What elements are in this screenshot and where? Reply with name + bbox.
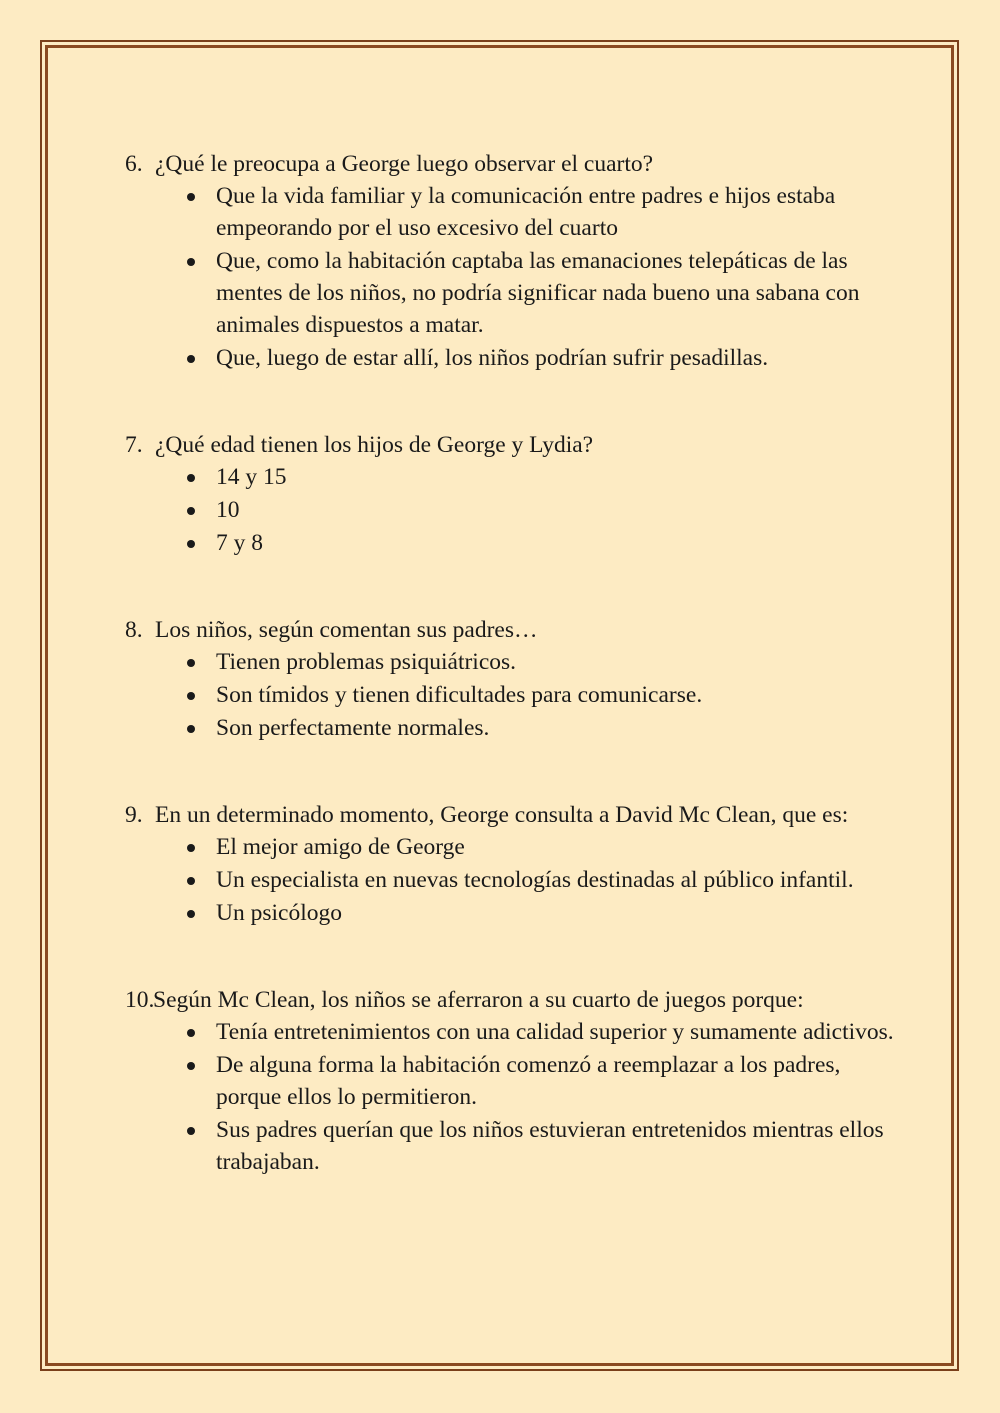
- bullet-icon: [187, 474, 195, 482]
- question-number: 9.: [125, 802, 143, 828]
- option-text: 10: [216, 497, 240, 523]
- bullet-icon: [187, 692, 195, 700]
- question-8-head: [125, 614, 905, 646]
- question-10: [125, 984, 905, 1178]
- bullet-icon: [187, 877, 195, 885]
- option-text: Que la vida familiar y la comunicación entre padres e hijos estaba empeorando por el uso excesivo del cuarto: [216, 183, 836, 241]
- question-6: [125, 148, 905, 374]
- option-item: [125, 897, 905, 929]
- question-list: [125, 148, 905, 1179]
- question-7-head: [125, 429, 905, 461]
- option-text: Que, luego de estar allí, los niños podrían sufrir pesadillas.: [216, 345, 769, 371]
- question-text: En un determinado momento, George consulta a David Mc Clean, que es:: [155, 802, 849, 828]
- bullet-icon: [187, 725, 195, 733]
- option-item: [125, 1114, 905, 1178]
- bullet-icon: [187, 193, 195, 201]
- question-text: ¿Qué le preocupa a George luego observar el cuarto?: [155, 151, 654, 177]
- question-8: [125, 614, 905, 744]
- option-text: Son tímidos y tienen dificultades para comunicarse.: [216, 682, 703, 708]
- option-text: Que, como la habitación captaba las emanaciones telepáticas de las mentes de los niños, no podría significar nada bueno una sabana con animales dispuestos a matar.: [216, 248, 860, 338]
- option-item: [125, 342, 905, 374]
- question-7: [125, 429, 905, 559]
- question-9-head: [125, 799, 905, 831]
- option-item: [125, 1049, 905, 1113]
- question-9: [125, 799, 905, 929]
- option-text: Un psicólogo: [216, 900, 342, 926]
- question-number: 7.: [125, 432, 143, 458]
- option-text: 7 y 8: [216, 530, 263, 556]
- option-text: El mejor amigo de George: [216, 834, 465, 860]
- option-list: [125, 180, 905, 374]
- question-text: ¿Qué edad tienen los hijos de George y Lydia?: [155, 432, 594, 458]
- question-number: 6.: [125, 151, 143, 177]
- option-item: [125, 180, 905, 244]
- option-text: Sus padres querían que los niños estuvieran entretenidos mientras ellos trabajaban.: [216, 1117, 884, 1175]
- bullet-icon: [187, 540, 195, 548]
- option-item: [125, 527, 905, 559]
- option-item: [125, 679, 905, 711]
- bullet-icon: [187, 1029, 195, 1037]
- question-number: 8.: [125, 617, 143, 643]
- bullet-icon: [187, 507, 195, 515]
- option-text: Un especialista en nuevas tecnologías destinadas al público infantil.: [216, 867, 854, 893]
- option-item: [125, 494, 905, 526]
- question-6-head: [125, 148, 905, 180]
- bullet-icon: [187, 355, 195, 363]
- option-list: [125, 831, 905, 929]
- option-list: [125, 646, 905, 744]
- bullet-icon: [187, 1062, 195, 1070]
- option-item: [125, 1016, 905, 1048]
- question-number: 10.: [125, 987, 155, 1013]
- bullet-icon: [187, 844, 195, 852]
- option-item: [125, 831, 905, 863]
- option-text: Tienen problemas psiquiátricos.: [216, 649, 517, 675]
- bullet-icon: [187, 1127, 195, 1135]
- question-text: Los niños, según comentan sus padres…: [155, 617, 538, 643]
- option-text: De alguna forma la habitación comenzó a reemplazar a los padres, porque ellos lo permitieron.: [216, 1052, 841, 1110]
- option-text: Tenía entretenimientos con una calidad superior y sumamente adictivos.: [216, 1019, 894, 1045]
- option-item: [125, 864, 905, 896]
- bullet-icon: [187, 910, 195, 918]
- option-list: [125, 1016, 905, 1178]
- bullet-icon: [187, 258, 195, 266]
- bullet-icon: [187, 659, 195, 667]
- option-text: 14 y 15: [216, 464, 287, 490]
- option-list: [125, 461, 905, 559]
- option-item: [125, 646, 905, 678]
- question-10-head: [125, 984, 905, 1016]
- option-item: [125, 245, 905, 341]
- option-item: [125, 712, 905, 744]
- question-text: Según Mc Clean, los niños se aferraron a su cuarto de juegos porque:: [153, 987, 804, 1013]
- option-text: Son perfectamente normales.: [216, 715, 490, 741]
- option-item: [125, 461, 905, 493]
